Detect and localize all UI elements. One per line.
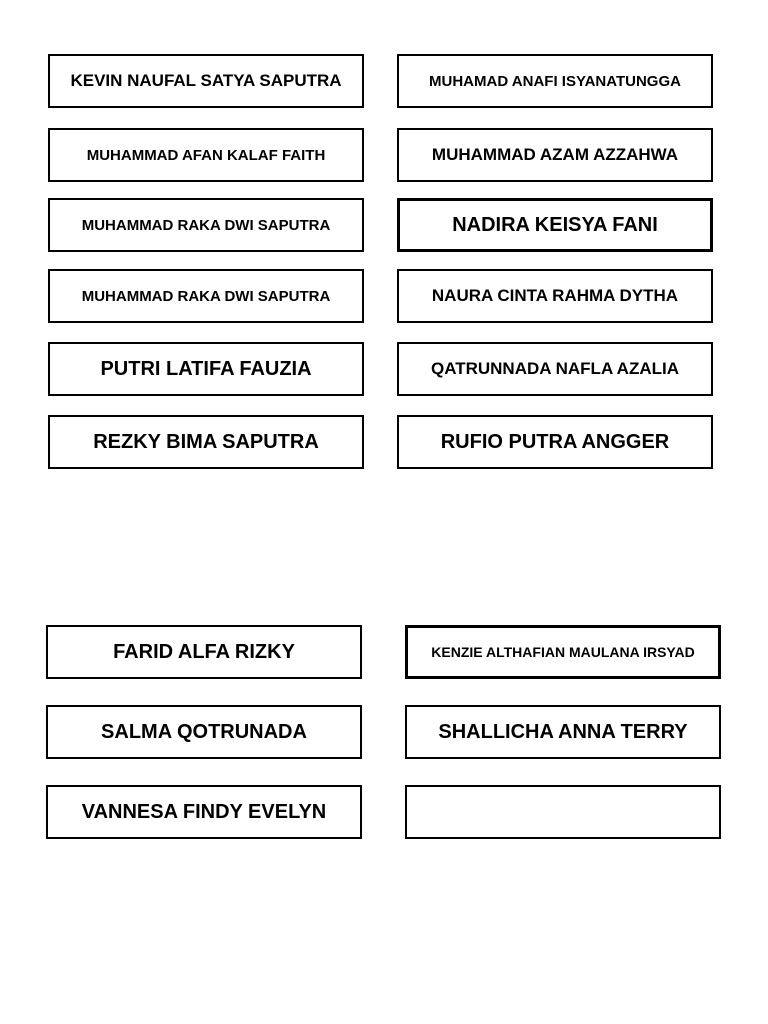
name-label: FARID ALFA RIZKY	[46, 625, 362, 679]
name-label: MUHAMMAD RAKA DWI SAPUTRA	[48, 198, 364, 252]
name-label: MUHAMMAD AFAN KALAF FAITH	[48, 128, 364, 182]
name-label: SHALLICHA ANNA TERRY	[405, 705, 721, 759]
name-label: MUHAMAD ANAFI ISYANATUNGGA	[397, 54, 713, 108]
name-label: KEVIN NAUFAL SATYA SAPUTRA	[48, 54, 364, 108]
name-label: KENZIE ALTHAFIAN MAULANA IRSYAD	[405, 625, 721, 679]
name-label: SALMA QOTRUNADA	[46, 705, 362, 759]
name-label: REZKY BIMA SAPUTRA	[48, 415, 364, 469]
name-label: MUHAMMAD AZAM AZZAHWA	[397, 128, 713, 182]
empty-name-label	[405, 785, 721, 839]
name-label: VANNESA FINDY EVELYN	[46, 785, 362, 839]
name-label: MUHAMMAD RAKA DWI SAPUTRA	[48, 269, 364, 323]
name-label: NADIRA KEISYA FANI	[397, 198, 713, 252]
name-label: NAURA CINTA RAHMA DYTHA	[397, 269, 713, 323]
name-label: QATRUNNADA NAFLA AZALIA	[397, 342, 713, 396]
name-label: RUFIO PUTRA ANGGER	[397, 415, 713, 469]
name-label: PUTRI LATIFA FAUZIA	[48, 342, 364, 396]
